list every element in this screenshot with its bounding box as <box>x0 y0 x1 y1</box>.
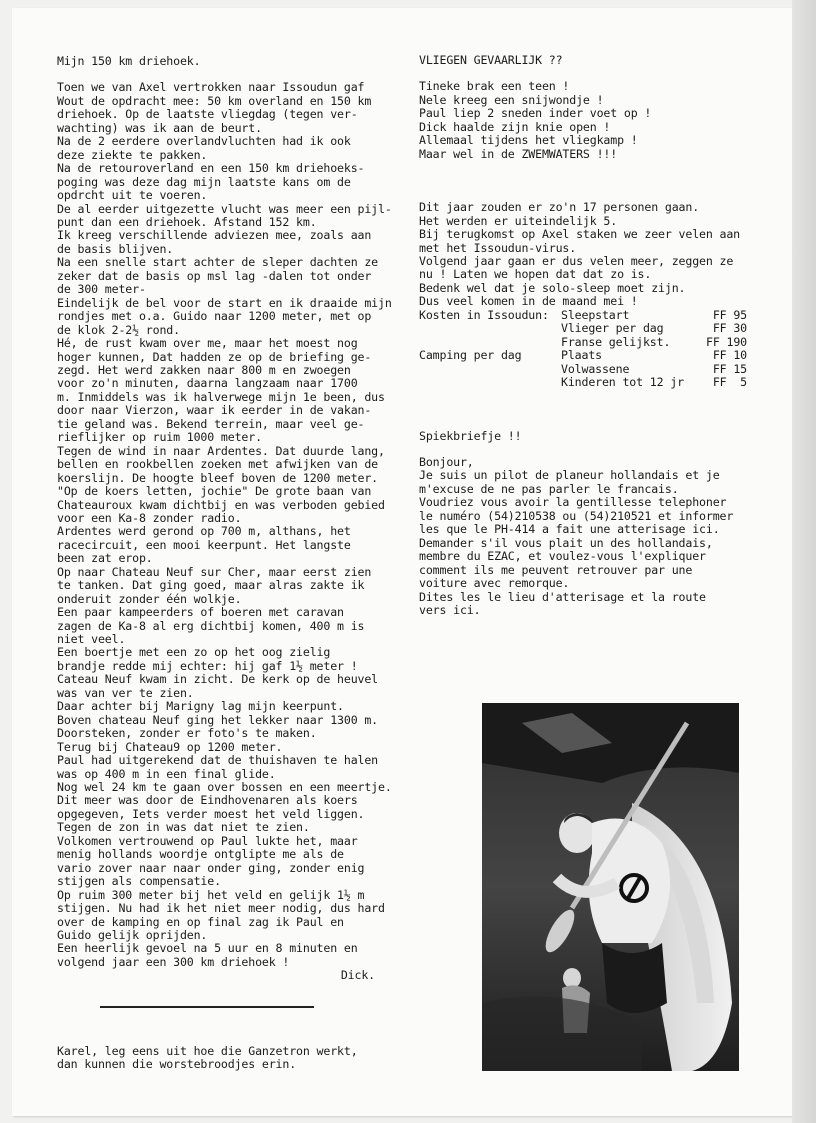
text-line: stijgen. Nu had ik het niet meer nodig, dus hard <box>57 901 385 916</box>
text-line: Een paar kampeerders of boeren met caravan <box>57 605 344 620</box>
text-line: zagen de Ka-8 al erg dichtbij komen, 400 m is <box>57 618 365 633</box>
text-line: stijgen als compensatie. <box>57 874 221 889</box>
accident-line: Allemaal tijdens het vliegkamp ! <box>419 133 638 148</box>
text-line: Hé, de rust kwam over me, maar het moest nog <box>57 336 358 351</box>
text-line: le numéro (54)210538 ou (54)210521 et informer <box>419 508 734 523</box>
text-line: Dit jaar zouden er zo'n 17 personen gaan. <box>419 200 700 215</box>
text-line: volgend jaar een 300 km driehoek ! <box>57 954 290 969</box>
text-line: wachting) was ik aan de beurt. <box>57 120 262 135</box>
photo-image <box>482 703 739 1071</box>
article-column-right <box>419 54 779 617</box>
text-line: nu ! Laten we hopen dat dat zo is. <box>419 267 652 282</box>
text-line: Tegen de wind in naar Ardentes. Dat duurde lang, <box>57 443 385 458</box>
text-line: was op 400 m in een final glide. <box>57 766 276 781</box>
text-line: Ik kreeg verschillende adviezen mee, zoals aan <box>57 228 372 243</box>
cost-cell <box>419 336 561 349</box>
article-title: Mijn 150 km driehoek. <box>57 54 201 68</box>
text-line: bellen en rookbellen zoeken met afwijken van de <box>57 457 379 472</box>
text-line: Doorsteken, zonder er foto's te maken. <box>57 726 317 741</box>
cost-row <box>419 336 779 349</box>
accident-line: Nele kreeg een snijwondje ! <box>419 92 604 107</box>
cost-row <box>419 309 779 322</box>
text-line: voiture avec remorque. <box>419 576 570 591</box>
accident-line: Tineke brak een teen ! <box>419 79 570 94</box>
text-line: Eindelijk de bel voor de start en ik draaide mijn <box>57 295 392 310</box>
text-line: tie geland was. Bekend terrein, maar veel ge- <box>57 416 365 431</box>
text-line: de 300 meter- <box>57 282 146 297</box>
cost-cell: Franse gelijkst. <box>561 334 671 349</box>
accident-list <box>419 80 779 161</box>
text-line: Terug bij Chateau9 op 1200 meter. <box>57 739 283 754</box>
cost-row <box>419 376 779 389</box>
cost-cell <box>419 376 561 389</box>
cost-cell: Kosten in Issoudun: <box>419 307 549 322</box>
text-line: de basis blijven. <box>57 241 174 256</box>
text-line: voor een Ka-8 zonder radio. <box>57 510 242 525</box>
cost-cell <box>419 363 561 376</box>
section-title-danger: VLIEGEN GEVAARLIJK ?? <box>419 53 563 67</box>
text-line: vers ici. <box>419 602 481 617</box>
page-edge <box>792 0 816 1123</box>
text-line: rondjes met o.a. Guido naar 1200 meter, met op <box>57 309 372 324</box>
canoe-photo <box>482 703 739 1071</box>
cost-row <box>419 322 779 335</box>
text-line: door naar Vierzon, waar ik eerder in de vakan- <box>57 403 372 418</box>
text-line: Nog wel 24 km te gaan over bossen en een meertje. <box>57 780 392 795</box>
text-line: Bedenk wel dat je solo-sleep moet zijn. <box>419 280 686 295</box>
text-line: Demander s'il vous plait un des hollandais, <box>419 535 713 550</box>
text-line: Wout de opdracht mee: 50 km overland en 150 km <box>57 93 372 108</box>
text-line: was van ver te zien. <box>57 685 194 700</box>
text-line: voor zo'n minuten, daarna langzaam naar 1700 <box>57 376 358 391</box>
text-line: Chateauroux kwam dichtbij en was verboden gebied <box>57 497 385 512</box>
text-line: zeker dat de basis op msl lag -dalen tot onder <box>57 268 372 283</box>
text-line: Karel, leg eens uit hoe die Ganzetron werkt, <box>57 1044 358 1058</box>
footer-note <box>57 1045 387 1072</box>
text-line: Ardentes werd gerond op 700 m, althans, het <box>57 524 351 539</box>
text-line: Toen we van Axel vertrokken naar Issoudun gaf <box>57 80 365 95</box>
text-line: zegd. Het werd zakken naar 800 m en zwoegen <box>57 362 351 377</box>
text-line: Een boertje met een zo op het oog zielig <box>57 645 331 660</box>
cost-cell: Volwassene <box>561 361 630 376</box>
text-line: opgegeven, Iets verder moest het veld liggen. <box>57 806 365 821</box>
cost-cell: FF 190 <box>706 334 747 349</box>
cost-cell: Plaats <box>561 348 602 363</box>
text-line: punt dan een driehoek. Afstand 152 km. <box>57 214 317 229</box>
cost-cell: Vlieger per dag <box>561 321 664 336</box>
text-line: vario zover naar naar onder ging, zonder enig <box>57 860 365 875</box>
text-line: Cateau Neuf kwam in zicht. De kerk op de heuvel <box>57 672 379 687</box>
cost-row <box>419 349 779 362</box>
cost-cell: FF 30 <box>712 321 747 336</box>
text-line: Na een snelle start achter de sleper dachten ze <box>57 255 379 270</box>
cost-row <box>419 363 779 376</box>
text-line: over de kamping en op final zag ik Paul en <box>57 914 344 929</box>
text-line: Na de retouroverland en een 150 km driehoeks- <box>57 161 365 176</box>
text-line: De al eerder uitgezette vlucht was meer een pijl- <box>57 201 392 216</box>
accident-line: Dick haalde zijn knie open ! <box>419 119 611 134</box>
section-title-cheatsheet: Spiekbriefje !! <box>419 428 522 443</box>
article-column-left <box>57 54 392 983</box>
french-letter <box>419 456 779 617</box>
text-line: Dites les le lieu d'atterisage et la route <box>419 589 706 604</box>
text-line: Volgend jaar gaan er dus velen meer, zeggen ze <box>419 253 734 268</box>
text-line: met het Issoudun-virus. <box>419 240 577 255</box>
text-line: Op naar Chateau Neuf sur Cher, maar eerst zien <box>57 564 372 579</box>
cost-cell: FF 5 <box>712 375 747 390</box>
section-divider <box>100 1006 314 1008</box>
text-line: Op ruim 300 meter bij het veld en gelijk 1½ m <box>57 887 365 902</box>
text-line: niet veel. <box>57 632 126 647</box>
text-line: Je suis un pilot de planeur hollandais et je <box>419 468 720 483</box>
text-line: Paul had uitgerekend dat de thuishaven te halen <box>57 753 379 768</box>
text-line: m'excuse de ne pas parler le francais. <box>419 481 679 496</box>
text-line: Boven chateau Neuf ging het lekker naar 1300 m. <box>57 712 379 727</box>
text-line: Dit meer was door de Eindhovenaren als koers <box>57 793 358 808</box>
text-line: membre du EZAC, et voulez-vous l'expliquer <box>419 549 706 564</box>
article-signature: Dick. <box>340 968 375 983</box>
text-line: opdrcht uit te voeren. <box>57 188 208 203</box>
text-line: brandje redde mij echter: hij gaf 1½ meter ! <box>57 658 358 673</box>
text-line: m. Inmiddels was ik halverwege mijn 1e been, dus <box>57 389 385 404</box>
trip-paragraph <box>419 201 779 309</box>
cost-cell: Camping per dag <box>419 348 522 363</box>
text-line: koerslijn. De hoogte bleef boven de 1200 meter. <box>57 470 379 485</box>
text-line: Volkomen vertrouwend op Paul lukte het, maar <box>57 833 358 848</box>
text-line: Guido gelijk oprijden. <box>57 928 208 942</box>
text-line: Voudriez vous avoir la gentillesse telephoner <box>419 495 727 510</box>
text-line: comment ils me peuvent retrouver par une <box>419 562 693 577</box>
cost-cell: FF 15 <box>712 361 747 376</box>
text-line: te tanken. Dat ging goed, maar alras zakte ik <box>57 578 365 593</box>
cost-cell <box>419 322 561 335</box>
text-line: Tegen de zon in was dat niet te zien. <box>57 820 310 835</box>
cost-table <box>419 309 779 390</box>
text-line: deze ziekte te pakken. <box>57 147 208 162</box>
text-line: dan kunnen die worstebroodjes erin. <box>57 1057 297 1072</box>
accident-line: Maar wel in de ZWEMWATERS !!! <box>419 146 618 161</box>
text-line: racecircuit, een mooi keerpunt. Het langste <box>57 537 351 552</box>
text-line: onderuit zonder één wolkje. <box>57 591 242 606</box>
text-line: poging was deze dag mijn laatste kans om de <box>57 174 351 189</box>
text-line: driehoek. Op de laatste vliegdag (tegen ver- <box>57 107 358 122</box>
text-line: Dus veel komen in de maand mei ! <box>419 294 638 309</box>
text-line: Een heerlijk gevoel na 5 uur en 8 minuten en <box>57 941 358 956</box>
text-line: les que le PH-414 a fait une atterisage ici. <box>419 522 720 537</box>
cost-cell: FF 95 <box>712 307 747 322</box>
text-line: hoger kunnen, Dat hadden ze op de briefing ge- <box>57 349 372 364</box>
cost-cell: Sleepstart <box>561 307 630 322</box>
text-line: been zat erop. <box>57 551 153 566</box>
text-line: menig hollands woordje ontglipte me als de <box>57 847 344 862</box>
article-body <box>57 80 392 969</box>
cost-cell: FF 10 <box>712 348 747 363</box>
text-line: "Op de koers letten, jochie" De grote baan van <box>57 484 372 499</box>
cost-cell: Kinderen tot 12 jr <box>561 375 684 390</box>
text-line: rieflijker op ruim 1000 meter. <box>57 430 262 445</box>
text-line: de klok 2-2½ rond. <box>57 322 180 337</box>
text-line: Het werden er uiteindelijk 5. <box>419 213 618 228</box>
accident-line: Paul liep 2 sneden inder voet op ! <box>419 106 652 121</box>
text-line: Bij terugkomst op Axel staken we zeer velen aan <box>419 227 741 242</box>
text-line: Na de 2 eerdere overlandvluchten had ik ook <box>57 134 351 149</box>
text-line: Daar achter bij Marigny lag mijn keerpunt. <box>57 699 344 714</box>
text-line: Bonjour, <box>419 454 474 469</box>
